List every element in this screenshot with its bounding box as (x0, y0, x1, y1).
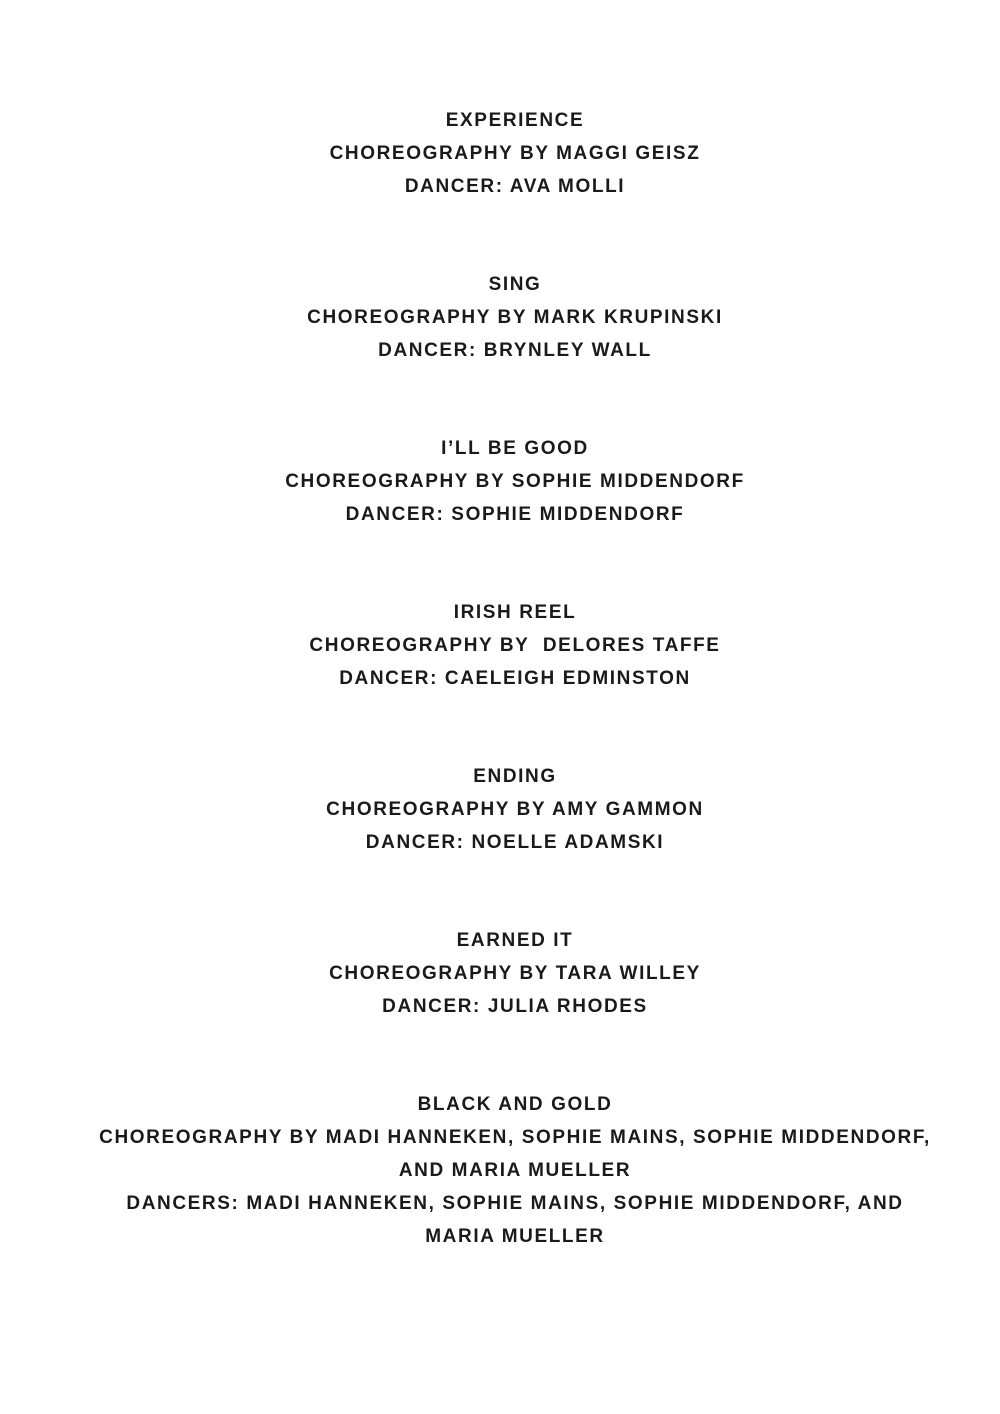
act-dancer: DANCER: NOELLE ADAMSKI (365, 832, 665, 853)
act-choreography: CHOREOGRAPHY BY TARA WILLEY (329, 963, 701, 984)
act-choreography: CHOREOGRAPHY BY DELORES TAFFE (309, 635, 721, 656)
act-choreography: CHOREOGRAPHY BY MARK KRUPINSKI (307, 307, 723, 328)
act-choreography: CHOREOGRAPHY BY MADI HANNEKEN, SOPHIE MAINS, SOPHIE MIDDENDORF, (99, 1127, 931, 1148)
act-sing (60, 268, 970, 367)
act-dancer: DANCER: BRYNLEY WALL (378, 340, 652, 361)
act-dancer: DANCER: CAELEIGH EDMINSTON (339, 668, 691, 689)
act-title: EXPERIENCE (445, 110, 585, 131)
act-choreography: CHOREOGRAPHY BY MAGGI GEISZ (329, 143, 701, 164)
program-list (60, 104, 970, 1253)
act-title: I’LL BE GOOD (441, 438, 589, 459)
act-dancer: DANCER: SOPHIE MIDDENDORF (345, 504, 685, 525)
act-dancer: DANCER: AVA MOLLI (404, 176, 626, 197)
act-ill-be-good (60, 432, 970, 531)
act-irish-reel (60, 596, 970, 695)
act-choreography-continued: AND MARIA MUELLER (398, 1160, 632, 1181)
act-black-and-gold (60, 1088, 970, 1253)
act-title: ENDING (473, 766, 557, 787)
act-experience (60, 104, 970, 203)
act-title: BLACK AND GOLD (417, 1094, 613, 1115)
act-dancers: DANCERS: MADI HANNEKEN, SOPHIE MAINS, SOPHIE MIDDENDORF, AND (126, 1193, 904, 1214)
act-choreography: CHOREOGRAPHY BY AMY GAMMON (326, 799, 704, 820)
act-choreography: CHOREOGRAPHY BY SOPHIE MIDDENDORF (285, 471, 745, 492)
act-dancers-continued: MARIA MUELLER (425, 1226, 605, 1247)
act-title: IRISH REEL (453, 602, 577, 623)
act-dancer: DANCER: JULIA RHODES (382, 996, 648, 1017)
act-title: EARNED IT (456, 930, 574, 951)
act-ending (60, 760, 970, 859)
act-earned-it (60, 924, 970, 1023)
act-title: SING (488, 274, 542, 295)
